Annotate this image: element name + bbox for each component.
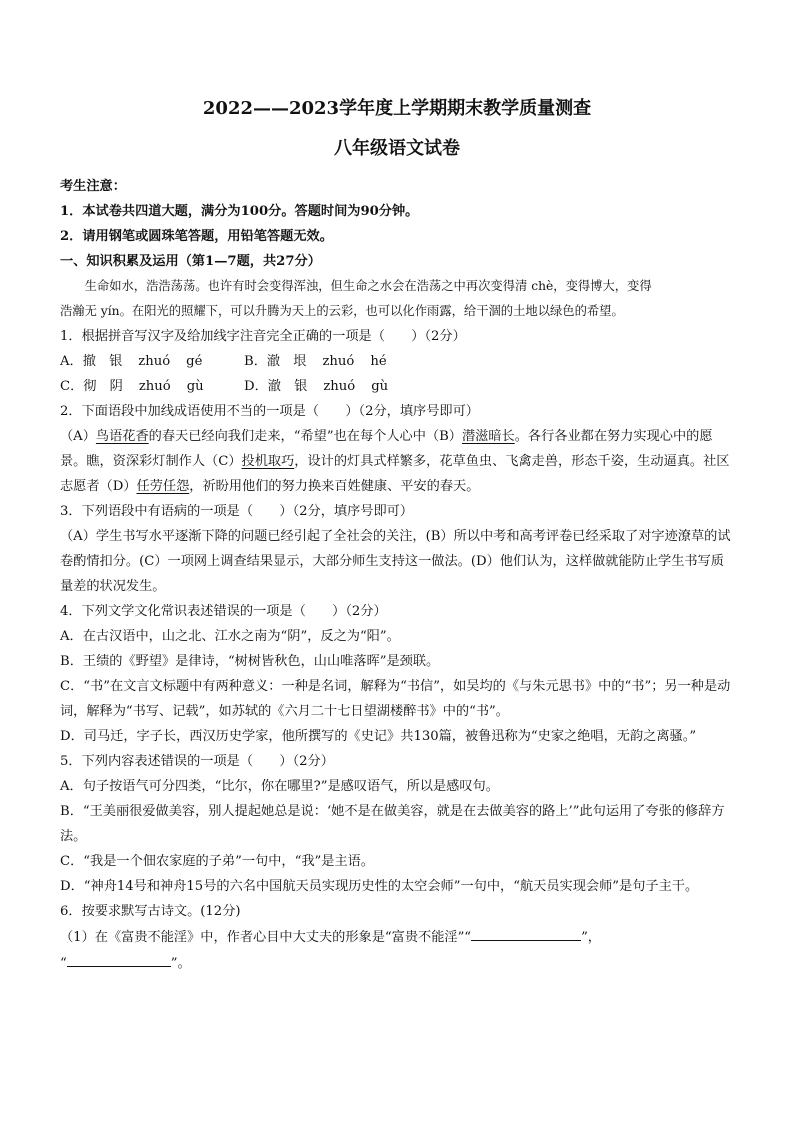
question-2-stem: 2．下面语段中加线成语使用不当的一项是（ ）（2分，填序号即可） bbox=[60, 404, 479, 419]
option-4a: A．在古汉语中，山之北、江水之南为“阴”，反之为“阳”。 bbox=[60, 629, 400, 644]
q6-sub-1-open: “ bbox=[60, 956, 67, 971]
option-1c-pinyin-1: zhuó bbox=[138, 379, 171, 394]
passage-line-1: 生命如水，浩浩荡荡。也许有时会变得浑浊，但生命之水会在浩荡之中再次变得清 chè，变得博大，变得 bbox=[84, 279, 652, 293]
question-5 bbox=[60, 749, 734, 899]
notice-heading: 考生注意： bbox=[60, 179, 126, 194]
option-5d: D．“神舟14号和神舟15号的六名中国航天员实现历史性的太空会师”一句中，“航天员实现会师”是句子主干。 bbox=[60, 879, 699, 894]
exam-title: 2022——2023学年度上学期期末教学质量测查 bbox=[202, 98, 592, 119]
question-6 bbox=[60, 899, 734, 976]
option-1b-pinyin-1: zhuó bbox=[322, 354, 355, 369]
question-4 bbox=[60, 599, 734, 749]
option-1d-pinyin-1: zhuó bbox=[323, 379, 356, 394]
passage-line-2: 浩瀚无 yín。在阳光的照耀下，可以升腾为天上的云彩，也可以化作雨露，给干涸的土地以绿色的希望。 bbox=[60, 304, 624, 318]
option-1c bbox=[60, 374, 244, 399]
option-5a: A．句子按语气可分四类，“比尔，你在哪里?”是感叹语气，所以是感叹句。 bbox=[60, 779, 499, 794]
question-6-sub-1 bbox=[60, 924, 734, 976]
q2-text-1: （A） bbox=[60, 429, 96, 444]
question-3-passage: （A）学生书写水平逐渐下降的问题已经引起了全社会的关注，(B）所以中考和高考评卷已经采取了对字迹潦草的试卷酌情扣分。(C）一项网上调查结果显示，大部分师生支持这一做法。(D）他们认为，这样做就能防止学生书写质量差的状况发生。 bbox=[60, 529, 731, 594]
q6-sub-1-end: ”。 bbox=[170, 956, 191, 971]
option-1a-label: A．撤 银 bbox=[60, 354, 123, 369]
answer-blank-2[interactable] bbox=[67, 950, 171, 967]
question-1-options-ab bbox=[60, 349, 734, 374]
q2-text-5: ，祈盼用他们的努力换来百姓健康、平安的春天。 bbox=[189, 479, 480, 494]
option-5b: B．“王美丽很爱做美容，别人提起她总是说：‘她不是在做美容，就是在去做美容的路上’”此句运用了夸张的修辞方法。 bbox=[60, 804, 725, 844]
idiom-c: 投机取巧 bbox=[241, 454, 295, 469]
question-3 bbox=[60, 499, 734, 599]
question-2-passage bbox=[60, 424, 734, 499]
reading-passage bbox=[60, 274, 734, 324]
q6-sub-1-close: ”， bbox=[581, 930, 601, 945]
option-1a-pinyin-1: zhuó bbox=[138, 354, 171, 369]
question-1 bbox=[60, 324, 734, 399]
option-5c: C．“我是一个佃农家庭的子弟”一句中，“我”是主语。 bbox=[60, 854, 374, 869]
notice-item-2: 2．请用钢笔或圆珠笔答题，用铅笔答题无效。 bbox=[60, 229, 333, 244]
exam-page bbox=[60, 96, 734, 976]
option-1d-label: D．澈 银 bbox=[244, 379, 308, 394]
section-1-heading: 一、知识积累及运用（第1—7题，共27分） bbox=[60, 254, 321, 269]
q6-sub-1-text: （1）在《富贵不能淫》中，作者心目中大丈夫的形象是“富贵不能淫”“ bbox=[60, 930, 472, 945]
option-4b: B．王绩的《野望》是律诗，“树树皆秋色，山山唯落晖”是颈联。 bbox=[60, 654, 440, 669]
question-2 bbox=[60, 399, 734, 499]
option-1b bbox=[244, 349, 387, 374]
q2-text-4: ，设计的灯具式样繁多，花草鱼虫、飞禽走兽，形态千姿，生动逼真。社区志愿者（D） bbox=[60, 454, 730, 494]
option-1b-pinyin-2: hé bbox=[370, 354, 387, 369]
question-3-stem: 3．下列语段中有语病的一项是（ ）（2分，填序号即可） bbox=[60, 504, 414, 519]
option-1c-pinyin-2: gù bbox=[186, 379, 204, 394]
question-5-stem: 5．下列内容表述错误的一项是（ ）（2分） bbox=[60, 754, 334, 769]
option-1c-label: C．彻 阴 bbox=[60, 379, 123, 394]
question-6-stem: 6．按要求默写古诗文。(12分) bbox=[60, 904, 241, 919]
idiom-b: 潜滋暗长 bbox=[461, 429, 515, 444]
exam-subtitle: 八年级语文试卷 bbox=[334, 138, 460, 159]
option-1a-pinyin-2: gé bbox=[186, 354, 203, 369]
option-1b-label: B．澈 垠 bbox=[244, 354, 307, 369]
idiom-d: 任劳任怨 bbox=[136, 479, 190, 494]
answer-blank-1[interactable] bbox=[471, 924, 581, 941]
question-1-options-cd bbox=[60, 374, 734, 399]
notice-item-1: 1．本试卷共四道大题，满分为100分。答题时间为90分钟。 bbox=[60, 204, 419, 219]
question-1-stem: 1．根据拼音写汉字及给加线字注音完全正确的一项是（ ）（2分） bbox=[60, 329, 466, 344]
option-4c: C．“书”在文言文标题中有两种意义：一种是名词，解释为“书信”，如吴均的《与朱元思书》中的“书”；另一种是动词，解释为“书写、记载”，如苏轼的《六月二十七日望湖楼醉书》中的“书”。 bbox=[60, 679, 731, 719]
option-1d bbox=[244, 374, 388, 399]
option-1d-pinyin-2: gù bbox=[371, 379, 389, 394]
idiom-a: 鸟语花香 bbox=[95, 429, 149, 444]
option-1a bbox=[60, 349, 244, 374]
q2-text-2: 的春天已经向我们走来，“希望”也在每个人心中（B） bbox=[148, 429, 462, 444]
option-4d: D．司马迁，字子长，西汉历史学家，他所撰写的《史记》共130篇，被鲁迅称为“史家之绝唱，无韵之离骚。” bbox=[60, 729, 697, 744]
question-4-stem: 4．下列文学文化常识表述错误的一项是（ ）（2分） bbox=[60, 604, 387, 619]
q2-text-3: 。各行各业都在努力实现心中的愿景。瞧，资深彩灯制作人（C） bbox=[60, 429, 713, 469]
